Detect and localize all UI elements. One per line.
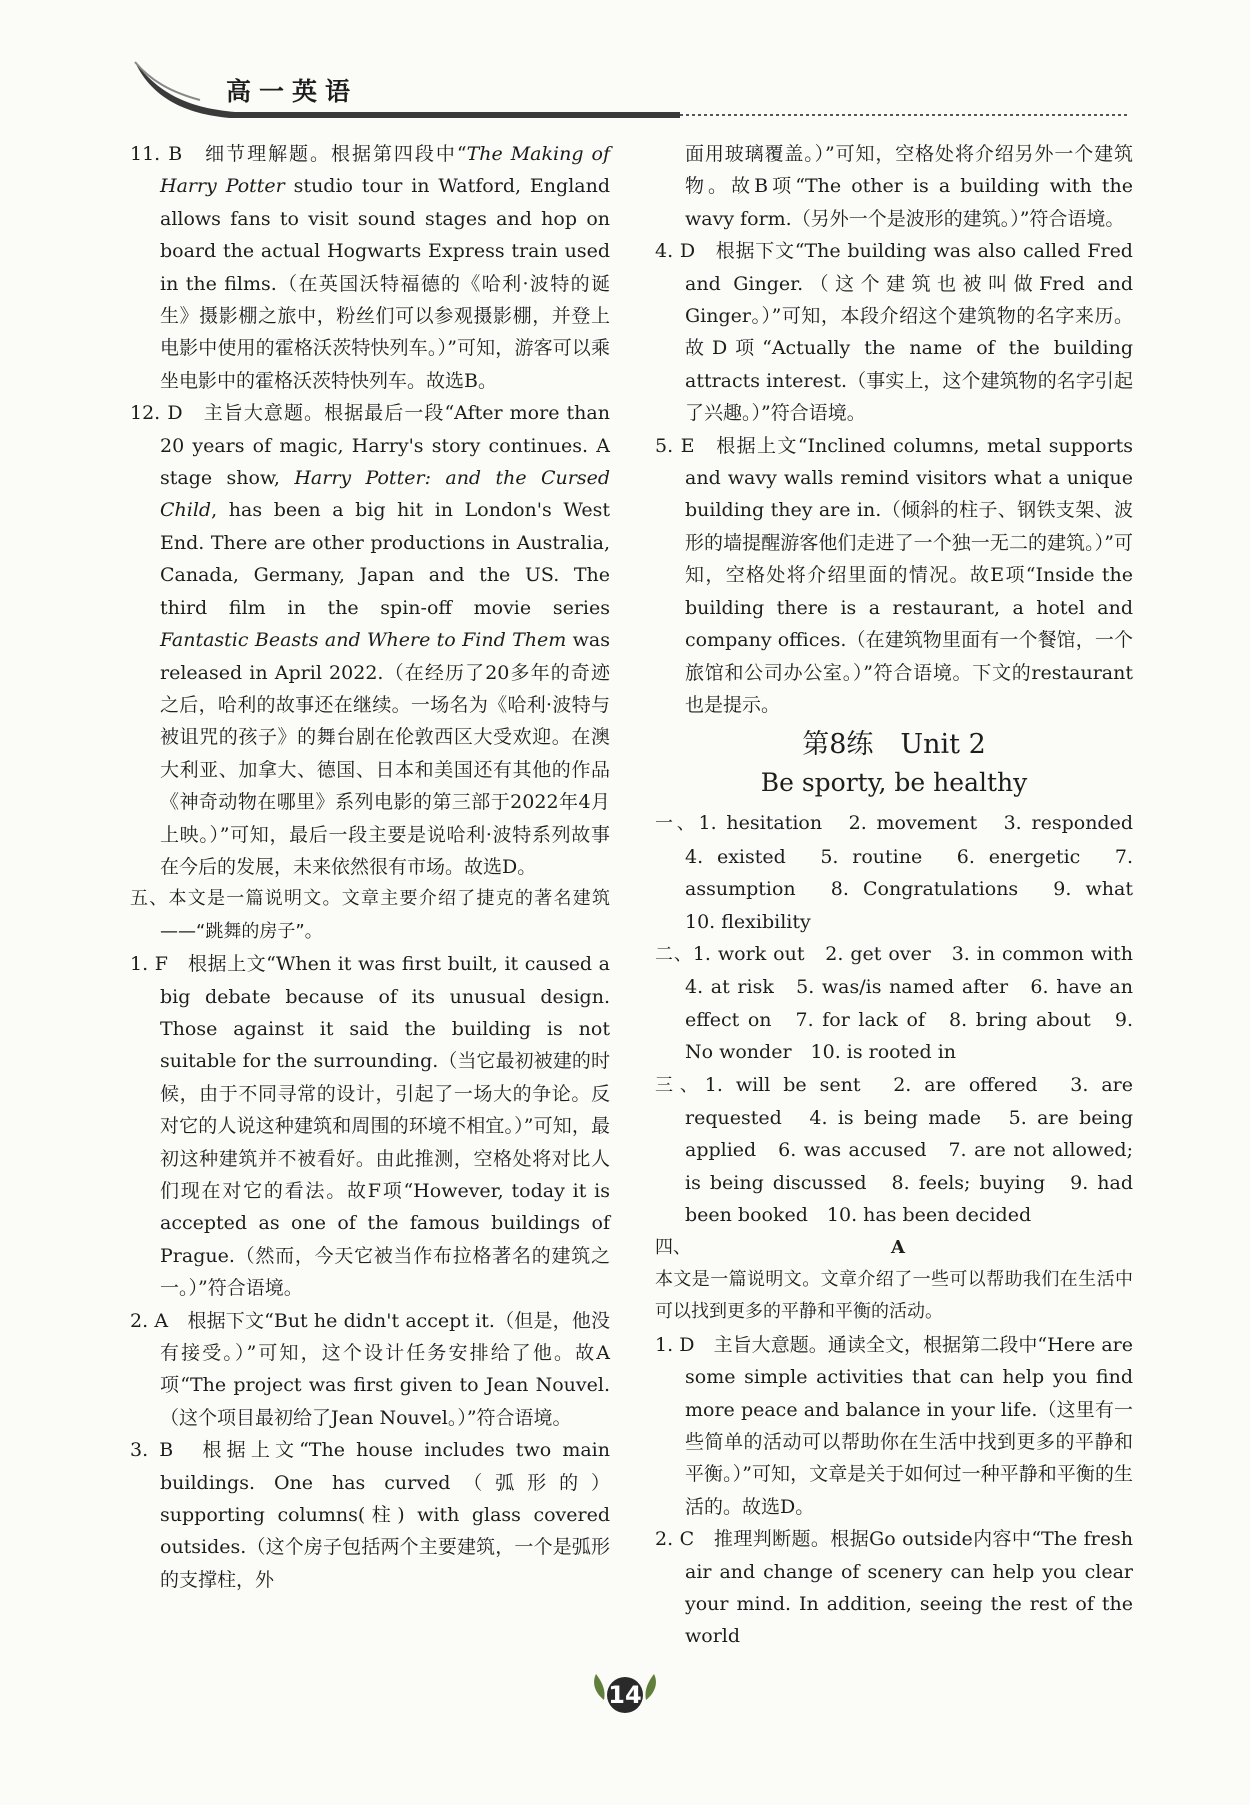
section-four-intro: 本文是一篇说明文。文章介绍了一些可以帮助我们在生活中可以找到更多的平静和平衡的活动。: [655, 1269, 1133, 1323]
exercise-subtitle: Be sporty, be healthy: [760, 768, 1028, 798]
answer-5-1: 1. F 根据上文“When it was first built, it caused a big debate because of its unusual design. Those against it said the building is not suitable for the surrounding.（当它最初被建的时候，由于不同寻常的设计，引起了一场大的争论。反对它的人说这种建筑和周围的环境不相宜。）”可知，最初这种建筑并不被看好。由此推测，空格处将对比人们现在对它的看法。故F项“However, today it is accepted as one of the famous buildings of Prague.（然而，今天它被当作布拉格著名的建筑之一。）”符合语境。: [130, 953, 611, 1300]
answer-5-5: 5. E 根据上文“Inclined columns, metal supports and wavy walls remind visitors what a unique building they are in.（倾斜的柱子、钢铁支架、波形的墙提醒游客他们走进了一个独一无二的建筑。）”可知，空格处将介绍里面的情况。故E项“Inside the building there is a restaurant, a hotel and company offices.（在建筑物里面有一个餐馆，一个旅馆和公司办公室。）”符合语境。下文的restaurant也是提示。: [655, 434, 1133, 716]
answer-4-2: 2. C 推理判断题。根据Go outside内容中“The fresh air and change of scenery can help you clear your mind. In addition, seeing the rest of the world: [655, 1528, 1133, 1648]
answer-4-1: 1. D 主旨大意题。通读全文，根据第二段中“Here are some simple activities that can help you find more peace and balance in your life.（这里有一些简单的活动可以帮助你在生活中找到更多的平静和平衡。）”可知，文章是关于如何过一种平静和平衡的生活的。故选D。: [655, 1333, 1133, 1518]
left-column: [130, 138, 610, 1596]
section-five-intro: 五、本文是一篇说明文。文章主要介绍了捷克的著名建筑——“跳舞的房子”。: [130, 888, 610, 942]
header-title: 高一英语: [226, 77, 359, 106]
header-decoration: [0, 0, 1250, 130]
exercise-title: 第8练 Unit 2: [802, 729, 986, 761]
answer-5-3: 3. B 根据上文“The house includes two main buildings. One has curved（弧形的）supporting columns(柱) with glass covered outsides.（这个房子包括两个主要建筑，一个是弧形的支撑柱，外: [130, 1439, 610, 1591]
page-header: [0, 0, 1250, 130]
right-column: [655, 138, 1153, 1653]
answer-5-3-continued: 面用玻璃覆盖。）”可知，空格处将介绍另外一个建筑物。故B项“The other is a building with the wavy form.（另外一个是波形的建筑。）”符合语境。: [685, 143, 1133, 230]
page-number-badge: [590, 1670, 660, 1720]
page-number: 14: [608, 1681, 642, 1709]
answer-12: 12. D 主旨大意题。根据最后一段“After more than 20 years of magic, Harry's story continues. A stage show, Harry Potter: and the Cursed Child, has been a big hit in London's West End. There are other productions in Australia, Canada, Germany, Japan and the US. The third film in the spin-off movie series Fantastic Beasts and Where to Find Them was released in April 2022.（在经历了20多年的奇迹之后，哈利的故事还在继续。一场名为《哈利·波特与被诅咒的孩子》的舞台剧在伦敦西区大受欢迎。在澳大利亚、加拿大、德国、日本和美国还有其他的作品《神奇动物在哪里》系列电影的第三部于2022年4月上映。）”可知，最后一段主要是说哈利·波特系列故事在今后的发展，未来依然很有市场。故选D。: [130, 402, 610, 878]
section-four-heading: 四、 A: [655, 1236, 905, 1258]
answer-11: 11. B 细节理解题。根据第四段中“The Making of Harry Potter studio tour in Watford, England allows fans to visit sound stages and hop on board the actual Hogwarts Express train used in the films.（在英国沃特福德的《哈利·波特的诞生》摄影棚之旅中，粉丝们可以参观摄影棚，并登上电影中使用的霍格沃茨特快列车。）”可知，游客可以乘坐电影中的霍格沃茨特快列车。故选B。: [130, 143, 611, 392]
section-one-answers: 一、1. hesitation 2. movement 3. responded 4. existed 5. routine 6. energetic 7. assumption 8. Congratulations 9. what 10. flexibility: [655, 812, 1153, 933]
section-two-answers: 二、1. work out 2. get over 3. in common with 4. at risk 5. was/is named after 6. have an effect on 7. for lack of 8. bring about 9. No wonder 10. is rooted in: [655, 942, 1153, 1064]
answer-5-2: 2. A 根据下文“But he didn't accept it.（但是，他没有接受。）”可知，这个设计任务安排给了他。故A项“The project was first given to Jean Nouvel.（这个项目最初给了Jean Nouvel。）”符合语境。: [130, 1309, 610, 1429]
answer-5-4: 4. D 根据下文“The building was also called Fred and Ginger.（这个建筑也被叫做Fred and Ginger。）”可知，本段介绍这个建筑物的名字来历。故D项“Actually the name of the building attracts interest.（事实上，这个建筑物的名字引起了兴趣。）”符合语境。: [655, 240, 1133, 425]
section-three-answers: 三、1. will be sent 2. are offered 3. are requested 4. is being made 5. are being applied 6. was accused 7. are not allowed; is being discussed 8. feels; buying 9. had been booked 10. has been decided: [655, 1073, 1134, 1227]
